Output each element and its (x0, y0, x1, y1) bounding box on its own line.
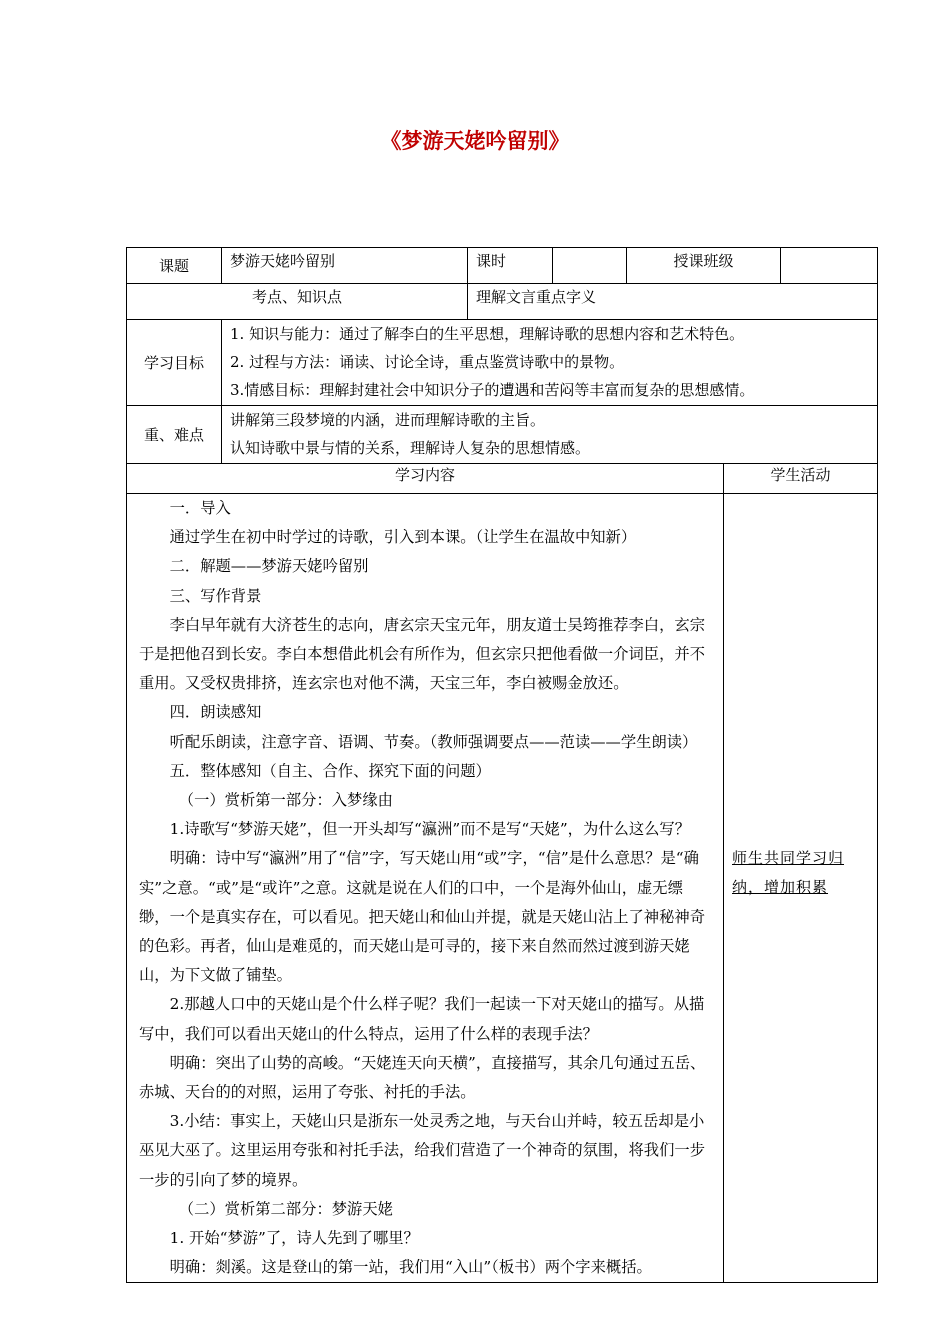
lesson-plan-table (126, 247, 878, 1283)
topic-value: 梦游天姥吟留别 (222, 248, 468, 284)
header-row (127, 248, 878, 284)
class-value (781, 248, 878, 284)
content-paragraph: 五．整体感知（自主、合作、探究下面的问题） (169, 761, 491, 780)
content-paragraph: （二）赏析第二部分：梦游天姥 (178, 1199, 393, 1218)
topic-label: 课题 (127, 248, 222, 284)
content-paragraph: 1.诗歌写“梦游天姥”，但一开头却写“瀛洲”而不是写“天姥”，为什么这么写？ (169, 820, 691, 839)
goals-label: 学习目标 (127, 320, 222, 406)
activity-text: 师生共同学习归纳，增加积累 (732, 849, 845, 896)
content-paragraph: 一．导入 (169, 499, 231, 517)
content-header: 学习内容 (127, 464, 724, 494)
learning-content (127, 494, 724, 1283)
points-value: 理解文言重点字义 (468, 284, 878, 320)
content-paragraph: 三、写作背景 (169, 586, 262, 605)
key-item: 讲解第三段梦境的内涵，进而理解诗歌的主旨。 (230, 411, 546, 429)
content-paragraph: 明确：突出了山势的高峻。“天姥连天向天横”，直接描写，其余几句通过五岳、赤城、天台的的对照，运用了夸张、衬托的手法。 (139, 1053, 706, 1102)
key-list (222, 406, 878, 464)
hours-value (553, 248, 627, 284)
hours-label: 课时 (468, 248, 553, 284)
goal-item: 2. 过程与方法：诵读、讨论全诗，重点鉴赏诗歌中的景物。 (230, 353, 625, 371)
content-row (127, 494, 878, 1283)
content-header-row (127, 464, 878, 494)
document-title: 《梦游天姥吟留别》 (380, 129, 570, 153)
key-item: 认知诗歌中景与情的关系，理解诗人复杂的思想情感。 (230, 439, 591, 457)
student-activity (724, 494, 878, 1283)
goals-list (222, 320, 878, 406)
goal-item: 3.情感目标：理解封建社会中知识分子的遭遇和苦闷等丰富而复杂的思想感情。 (230, 381, 755, 399)
goals-row (127, 320, 878, 406)
content-paragraph: 李白早年就有大济苍生的志向，唐玄宗天宝元年，朋友道士吴筠推荐李白，玄宗于是把他召到长安。李白本想借此机会有所作为，但玄宗只把他看做一介词臣，并不重用。又受权贵排挤，连玄宗也对他不满，天宝三年，李白被赐金放还。 (139, 615, 705, 693)
content-paragraph: 3.小结：事实上，天姥山只是浙东一处灵秀之地，与天台山并峙，较五岳却是小巫见大巫了。这里运用夸张和衬托手法，给我们营造了一个神奇的氛围，将我们一步一步的引向了梦的境界。 (139, 1112, 705, 1189)
activity-header: 学生活动 (724, 464, 878, 494)
content-paragraph: 明确：诗中写“瀛洲”用了“信”字，写天姥山用“或”字，“信”是什么意思？是“确实”之意。“或”是“或许”之意。这就是说在人们的口中，一个是海外仙山，虚无缥缈，一个是真实存在，可以看见。把天姥山和仙山并提，就是天姥山沾上了神秘神奇的色彩。再者，仙山是难觅的，而天姥山是可寻的，接下来自然而然过渡到游天姥山，为下文做了铺垫。 (139, 849, 705, 985)
content-paragraph: 二．解题——梦游天姥吟留别 (169, 557, 369, 576)
content-paragraph: 四．朗读感知 (169, 703, 262, 722)
content-paragraph: 听配乐朗读，注意字音、语调、节奏。（教师强调要点——范读——学生朗读） (169, 732, 698, 751)
points-row (127, 284, 878, 320)
content-paragraph: 通过学生在初中时学过的诗歌，引入到本课。（让学生在温故中知新） (169, 528, 637, 547)
class-label: 授课班级 (627, 248, 781, 284)
points-label: 考点、知识点 (127, 284, 468, 320)
content-paragraph: 明确：剡溪。这是登山的第一站，我们用“入山”（板书）两个字来概括。 (169, 1258, 652, 1277)
content-paragraph: 1. 开始“梦游”了，诗人先到了哪里？ (169, 1229, 419, 1248)
key-row (127, 406, 878, 464)
content-paragraph: （一）赏析第一部分：入梦缘由 (178, 791, 393, 810)
goal-item: 1. 知识与能力：通过了解李白的生平思想，理解诗歌的思想内容和艺术特色。 (230, 325, 745, 343)
key-label: 重、难点 (127, 406, 222, 464)
content-paragraph: 2.那越人口中的天姥山是个什么样子呢？我们一起读一下对天姥山的描写。从描写中，我们可以看出天姥山的什么特点，运用了什么样的表现手法？ (139, 995, 705, 1043)
